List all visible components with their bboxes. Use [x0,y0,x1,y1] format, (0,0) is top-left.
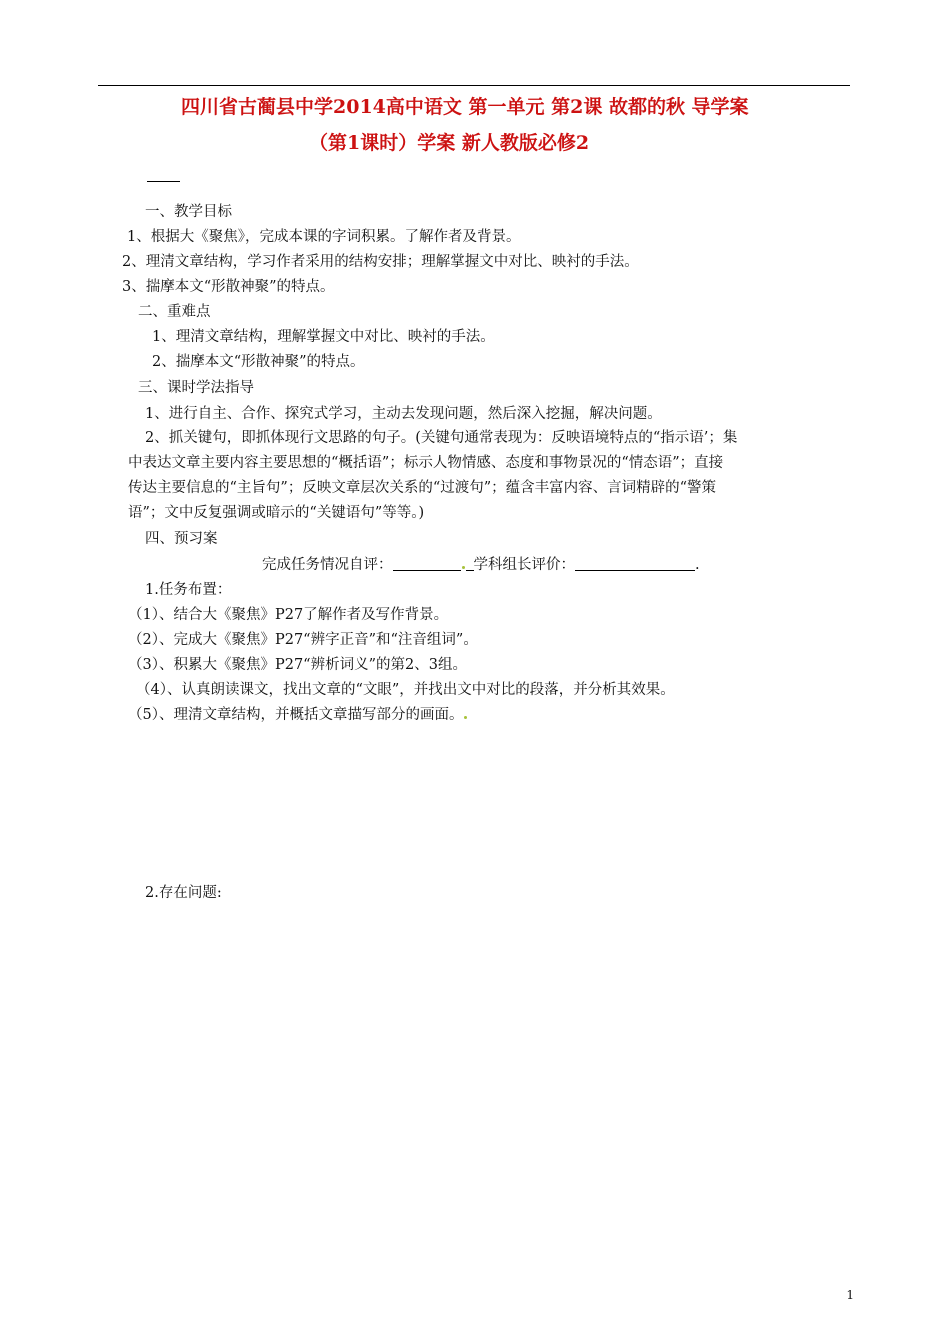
section1-item1: 1、根据大《聚焦》，完成本课的字词积累。了解作者及背景。 [127,229,521,245]
self-eval-label: 完成任务情况自评： [262,557,393,573]
section3-item2-line2: 中表达文章主要内容主要思想的“概括语”；标示人物情感、态度和事物景况的“情态语”；直接 [128,455,724,471]
section4-heading: 四、预习案 [145,531,218,547]
end-mark: . [695,557,700,573]
task-heading: 1.任务布置： [145,582,232,598]
section2-item1: 1、理清文章结构，理解掌握文中对比、映衬的手法。 [152,329,495,345]
document-title-line1: 四川省古蔺县中学2014高中语文 第一单元 第2课 故都的秋 导学案 [181,96,749,118]
task-item5 [128,705,468,725]
document-title-line2: （第1课时）学案 新人教版必修2 [309,132,590,154]
task-item2: （2）、完成大《聚焦》P27“辨字正音”和“注音组词”。 [128,632,478,648]
self-eval-blank[interactable] [393,556,461,571]
section2-item2: 2、揣摩本文“形散神聚”的特点。 [152,354,365,370]
leader-eval-blank[interactable] [575,556,695,571]
leader-eval-label: 学科组长评价： [473,557,575,573]
problems-heading: 2.存在问题: [145,885,222,901]
marker-dot [462,566,465,569]
section1-item2: 2、理清文章结构，学习作者采用的结构安排；理解掌握文中对比、映衬的手法。 [122,254,639,270]
evaluation-line [262,555,700,575]
section3-item1: 1、进行自主、合作、探究式学习，主动去发现问题，然后深入挖掘，解决问题。 [145,406,662,422]
page-number: 1 [846,1288,854,1302]
section1-heading: 一、教学目标 [145,204,232,220]
section3-heading: 三、课时学法指导 [138,380,254,396]
task-item3: （3）、积累大《聚焦》P27“辨析词义”的第2、3组。 [128,657,467,673]
task-item5-text: （5）、理清文章结构，并概括文章描写部分的画面。 [128,707,464,723]
section3-item2-line3: 传达主要信息的“主旨句”；反映文章层次关系的“过渡句”；蕴含丰富内容、言词精辟的“警策 [128,480,717,496]
marker-dot [464,716,467,719]
section2-heading: 二、重难点 [138,304,211,320]
short-divider [147,181,180,182]
section3-item2-line4: 语”；文中反复强调或暗示的“关键语句”等等。) [128,505,425,521]
self-eval-blank-tail [466,556,474,571]
header-rule [98,85,850,86]
task-item1: （1）、结合大《聚焦》P27了解作者及写作背景。 [128,607,449,623]
section3-item2-line1: 2、抓关键句，即抓体现行文思路的句子。(关键句通常表现为：反映语境特点的“指示语’；集 [145,430,738,446]
section1-item3: 3、揣摩本文“形散神聚”的特点。 [122,279,335,295]
task-item4: （4）、认真朗读课文，找出文章的“文眼”，并找出文中对比的段落，并分析其效果。 [136,682,675,698]
